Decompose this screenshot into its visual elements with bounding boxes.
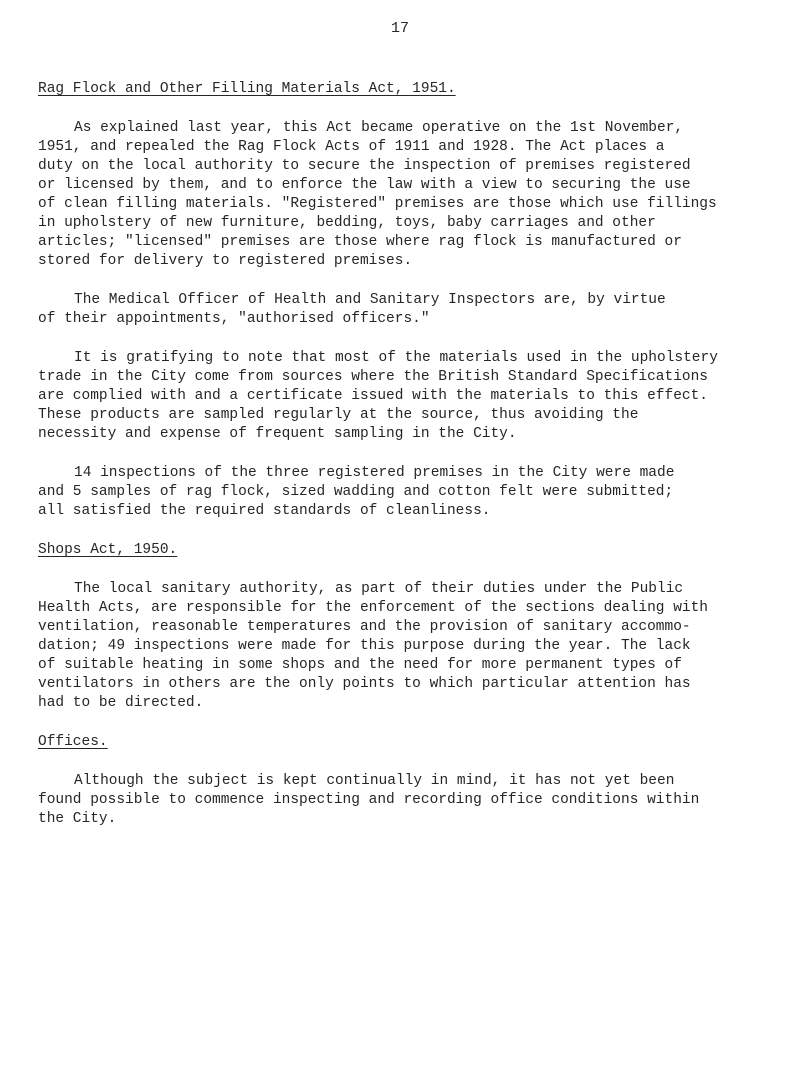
section-rag-flock <box>38 80 768 521</box>
paragraph: Although the subject is kept continually in mind, it has not yet been found possible to commence inspecting and recording office conditions within the City. <box>38 773 700 827</box>
page-number: 17 <box>390 20 409 37</box>
section-offices <box>38 733 768 829</box>
paragraph: It is gratifying to note that most of the materials used in the upholstery trade in the City come from sources where the British Standard Specifications are complied with and a certificate issued with the materials to this effect. These products are sampled regularly at the source, thus avoiding the necessity and expense of frequent sampling in the City. <box>38 350 718 442</box>
paragraph: The local sanitary authority, as part of their duties under the Public Health Acts, are responsible for the enforcement of the sections dealing with ventilation, reasonable temperatures and the provision of sanitary accommo- dation; 49 inspections were made for this purpose during the year. The lack of suitable heating in some shops and the need for more permanent types of ventilators in others are the only points to which particular attention has had to be directed. <box>38 581 709 711</box>
section-heading: Rag Flock and Other Filling Materials Act, 1951. <box>38 81 456 97</box>
section-shops-act <box>38 541 768 713</box>
paragraph: As explained last year, this Act became operative on the 1st November, 1951, and repealed the Rag Flock Acts of 1911 and 1928. The Act places a duty on the local authority to secure the inspection of premises registered or licensed by them, and to enforce the law with a view to securing the use of clean filling materials. "Registered" premises are those which use fillings in upholstery of new furniture, bedding, toys, baby carriages and other articles; "licensed" premises are those where rag flock is manufactured or stored for delivery to registered premises. <box>38 120 717 269</box>
paragraph: 14 inspections of the three registered premises in the City were made and 5 samples of rag flock, sized wadding and cotton felt were submitted; all satisfied the required standards of cleanliness. <box>38 465 675 519</box>
section-heading: Offices. <box>38 734 108 750</box>
document-body <box>38 80 768 849</box>
section-heading: Shops Act, 1950. <box>38 542 178 558</box>
paragraph: The Medical Officer of Health and Sanitary Inspectors are, by virtue of their appointments, "authorised officers." <box>38 292 666 327</box>
